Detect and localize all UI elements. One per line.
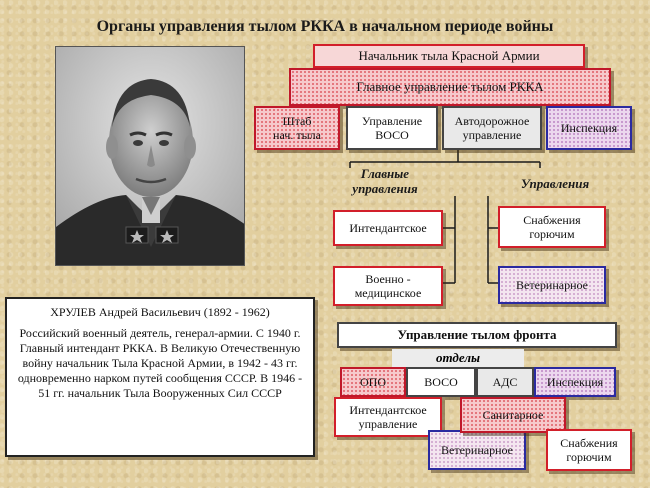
chief-of-rear-label: Начальник тыла Красной Армии	[358, 48, 540, 63]
veterinary-box	[498, 266, 606, 304]
front-quartermaster-box	[334, 397, 442, 437]
quartermaster-box	[333, 210, 443, 246]
front-quartermaster-line2: управление	[358, 417, 418, 431]
main-rear-directorate-label: Главное управление тылом РККА	[356, 79, 544, 94]
directorates-heading	[500, 176, 610, 191]
portrait-photo	[55, 46, 245, 266]
front-voso-box	[406, 367, 476, 397]
inspection-box	[546, 106, 632, 150]
voso-line2: ВОСО	[375, 128, 409, 142]
front-fuel-line1: Снабжения	[560, 436, 618, 450]
page-title: Органы управления тылом РККА в начальном периоде войны	[96, 18, 554, 35]
medical-line1: Военно -	[365, 272, 411, 286]
voso-box	[346, 106, 438, 150]
main-directorates-line1: Главные	[360, 166, 410, 181]
biography-name: ХРУЛЕВ Андрей Васильевич (1892 - 1962)	[50, 305, 270, 319]
front-inspection-label: Инспекция	[546, 375, 604, 389]
main-directorates-line2: управления	[352, 181, 418, 196]
main-rear-directorate-box	[289, 68, 611, 106]
departments-text: отделы	[435, 350, 481, 365]
medical-box	[333, 266, 443, 306]
front-quartermaster-line1: Интендантское	[349, 403, 427, 417]
voso-line1: Управление	[361, 114, 423, 128]
road-directorate-box	[442, 106, 542, 150]
road-line2: управление	[462, 128, 522, 142]
front-rear-directorate-box	[337, 322, 617, 348]
opo-label: ОПО	[360, 375, 386, 389]
portrait-illustration	[56, 47, 245, 266]
front-veterinary-label: Ветеринарное	[441, 443, 513, 457]
fuel-supply-box	[498, 206, 606, 248]
main-directorates-heading	[330, 166, 440, 196]
front-voso-label: ВОСО	[424, 375, 458, 389]
medical-line2: медицинское	[354, 286, 422, 300]
directorates-label: Управления	[520, 176, 590, 191]
front-veterinary-box	[428, 430, 526, 470]
front-sanitary-label: Санитарное	[482, 408, 544, 422]
quartermaster-label: Интендантское	[349, 221, 427, 235]
inspection-label: Инспекция	[560, 121, 618, 135]
staff-line1: Штаб	[282, 114, 312, 128]
biography-text: Российский военный деятель, генерал-армии. С 1940 г. Главный интендант РККА. В Великую Отечественную войну начальник Тыла Красной Армии, в 1942 - 43 гг. одновременно нарком путей сообщения СССР. В 1946 - 51 гг. начальник Тыла Вооруженных Сил СССР	[17, 326, 303, 400]
fuel-line1: Снабжения	[523, 213, 581, 227]
front-fuel-box	[546, 429, 632, 471]
ads-box	[476, 367, 534, 397]
chief-of-rear-box	[313, 44, 585, 68]
staff-line2: нач. тыла	[273, 128, 321, 142]
fuel-line2: горючим	[529, 227, 575, 241]
opo-box	[340, 367, 406, 397]
front-sanitary-box	[460, 397, 566, 433]
veterinary-label: Ветеринарное	[516, 278, 588, 292]
road-line1: Автодорожное	[454, 114, 530, 128]
front-inspection-box	[534, 367, 616, 397]
biography-card	[5, 297, 315, 457]
front-fuel-line2: горючим	[566, 450, 612, 464]
staff-box	[254, 106, 340, 150]
front-rear-directorate-label: Управление тылом фронта	[397, 327, 557, 342]
ads-label: АДС	[492, 375, 518, 389]
departments-label	[392, 349, 524, 367]
